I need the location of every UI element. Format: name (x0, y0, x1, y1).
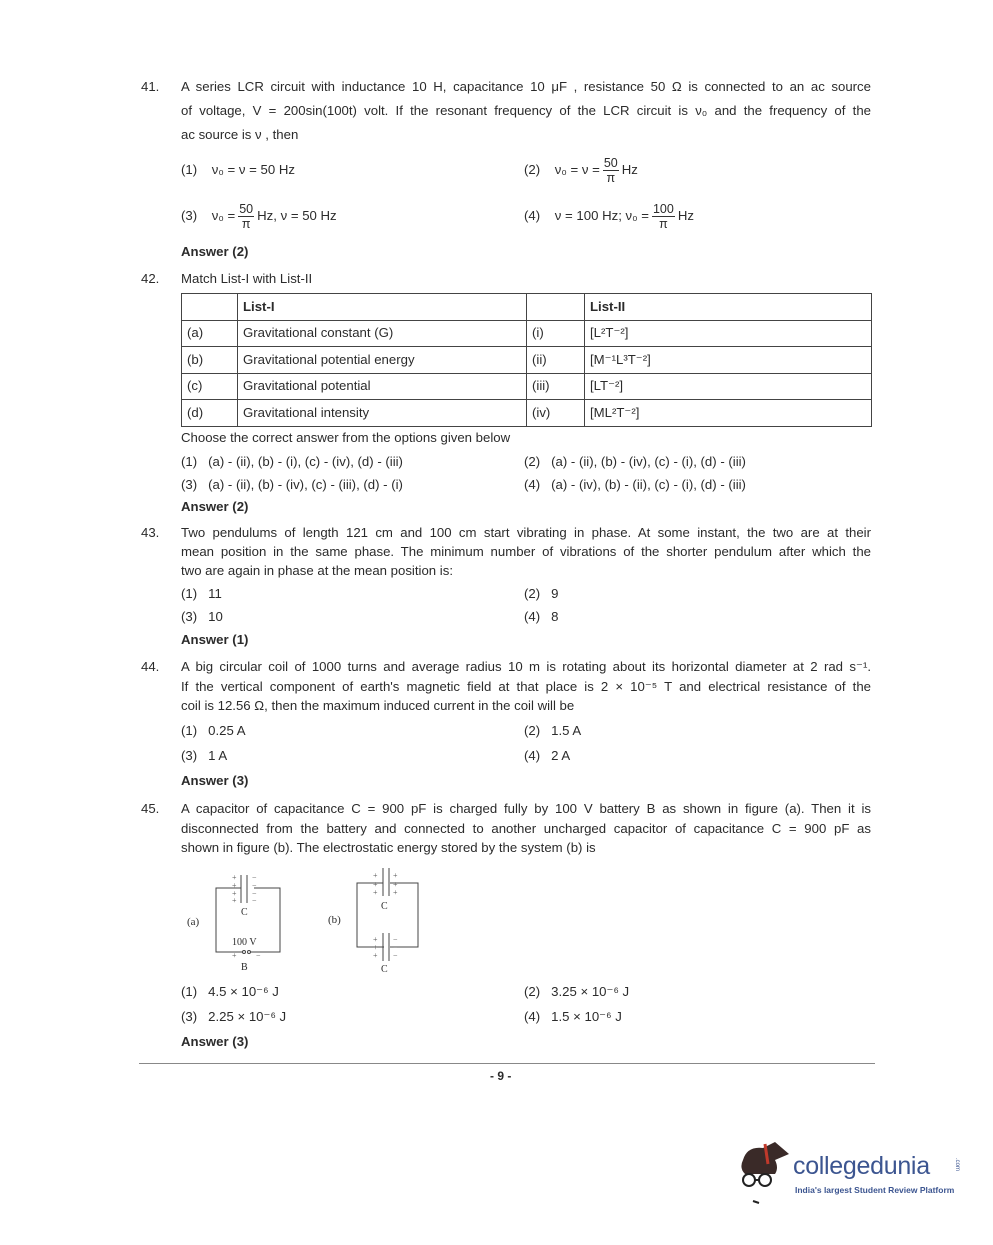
svg-text:−: − (252, 889, 257, 898)
option-1 (181, 723, 246, 739)
svg-text:+: + (373, 871, 378, 880)
table-row (182, 373, 872, 400)
question-text: A series LCR circuit with inductance 10 H, capacitance 10 μF , resistance 50 Ω is connected to an ac source (181, 79, 871, 94)
option-text: ν₀ = (211, 208, 236, 223)
option-2 (524, 586, 558, 602)
option-text: ν₀ = ν = (554, 162, 600, 177)
mascot-icon (735, 1138, 793, 1206)
table-cell: (iii) (527, 373, 585, 400)
svg-text:+: + (373, 951, 378, 960)
option-text: (a) - (ii), (b) - (iv), (c) - (iii), (d) - (i) (208, 477, 403, 492)
option-text: 10 (208, 609, 223, 624)
option-text: (a) - (ii), (b) - (i), (c) - (iv), (d) - (iii) (208, 454, 403, 469)
option-label: (1) (181, 586, 198, 601)
option-2 (524, 723, 581, 739)
option-4 (524, 748, 570, 764)
option-label: (2) (524, 984, 541, 999)
option-label: (2) (524, 586, 541, 601)
answer: Answer (2) (181, 244, 249, 259)
collegedunia-logo (735, 1138, 965, 1208)
table-header (182, 294, 872, 321)
option-text: 1.5 A (551, 723, 582, 738)
option-label: (3) (181, 477, 198, 492)
table-row (182, 347, 872, 374)
table-cell: Gravitational intensity (238, 400, 527, 427)
option-label: (4) (524, 208, 541, 223)
svg-text:+: + (232, 881, 237, 890)
table-cell: (c) (182, 373, 238, 400)
question-text: If the vertical component of earth's magnetic field at that place is 2 × 10⁻⁵ T and electrical resistance of the (181, 679, 871, 694)
svg-text:−: − (252, 896, 257, 905)
table-cell (527, 294, 585, 321)
svg-text:+: + (232, 896, 237, 905)
question-text: of voltage, V = 200sin(100t) volt. If the resonant frequency of the LCR circuit is ν₀ and the frequency of the (181, 103, 871, 118)
svg-text:+: + (373, 888, 378, 897)
option-text: 4.5 × 10⁻⁶ J (208, 984, 279, 999)
option-label: (2) (524, 454, 541, 469)
battery-label: B (241, 962, 248, 973)
option-label: (2) (524, 723, 541, 738)
question-text: disconnected from the battery and connected to another uncharged capacitor of capacitance C = 900 pF as (181, 821, 871, 836)
question-number: 44. (141, 659, 160, 674)
option-text: 2 A (551, 748, 571, 763)
answer: Answer (3) (181, 773, 249, 788)
option-text: 9 (551, 586, 559, 601)
figure-b-label: (b) (328, 914, 341, 926)
option-4 (524, 1009, 622, 1025)
option-text: ν = 100 Hz; ν₀ = (554, 208, 649, 223)
option-label: (3) (181, 208, 198, 223)
circuit-figure (170, 860, 440, 980)
numerator: 50 (603, 156, 618, 171)
table-cell: (i) (527, 320, 585, 347)
question-number: 43. (141, 525, 160, 540)
question-text: Two pendulums of length 121 cm and 100 cm start vibrating in phase. At some instant, the two are at their (181, 525, 871, 540)
column-header: List-II (585, 294, 872, 321)
table-cell: (d) (182, 400, 238, 427)
table-cell: [LT⁻²] (585, 373, 872, 400)
option-4 (524, 609, 558, 625)
svg-text:+: + (393, 888, 398, 897)
option-2 (524, 454, 746, 470)
numerator: 50 (239, 202, 254, 217)
question-number: 41. (141, 79, 160, 94)
question-text: A big circular coil of 1000 turns and average radius 10 m is rotating about its horizontal diameter at 2 rad s⁻¹. (181, 659, 871, 674)
option-label: (3) (181, 1009, 198, 1024)
answer: Answer (1) (181, 632, 249, 647)
svg-text:+: + (232, 873, 237, 882)
option-3 (181, 748, 227, 764)
answer: Answer (2) (181, 499, 249, 514)
capacitor-label: C (381, 964, 388, 975)
option-label: (4) (524, 1009, 541, 1024)
option-2 (524, 154, 638, 186)
option-1 (181, 586, 222, 602)
option-unit: Hz (677, 208, 694, 223)
question-text: Match List-I with List-II (181, 271, 313, 286)
option-text: (a) - (iv), (b) - (ii), (c) - (i), (d) - (iii) (551, 477, 746, 492)
logo-com: .com (954, 1158, 960, 1172)
question-text: ac source is ν , then (181, 127, 299, 142)
question-text: A capacitor of capacitance C = 900 pF is charged fully by 100 V battery B as shown in figure (a). Then it is (181, 801, 871, 816)
logo-tagline: India's largest Student Review Platform (795, 1185, 955, 1195)
option-1 (181, 984, 279, 1000)
option-3 (181, 200, 337, 232)
svg-text:−: − (252, 881, 257, 890)
table-cell: Gravitational constant (G) (238, 320, 527, 347)
svg-text:+: + (393, 880, 398, 889)
option-label: (4) (524, 609, 541, 624)
table-cell (182, 294, 238, 321)
svg-text:−: − (393, 951, 398, 960)
option-label: (4) (524, 477, 541, 492)
answer: Answer (3) (181, 1034, 249, 1049)
numerator: 100 (652, 202, 674, 217)
table-cell: Gravitational potential (238, 373, 527, 400)
option-text: 8 (551, 609, 559, 624)
option-4 (524, 200, 694, 232)
option-unit: Hz (621, 162, 638, 177)
option-label: (1) (181, 454, 198, 469)
option-text: 0.25 A (208, 723, 246, 738)
denominator: π (241, 217, 251, 232)
denominator: π (606, 171, 616, 186)
question-text: shown in figure (b). The electrostatic energy stored by the system (b) is (181, 840, 596, 855)
table-cell: (iv) (527, 400, 585, 427)
svg-text:+: + (232, 951, 237, 960)
option-text: 3.25 × 10⁻⁶ J (551, 984, 630, 999)
svg-text:−: − (393, 943, 398, 952)
option-label: (3) (181, 748, 198, 763)
question-number: 45. (141, 801, 160, 816)
question-number: 42. (141, 271, 160, 286)
table-row (182, 320, 872, 347)
question-text: mean position in the same phase. The minimum number of vibrations of the shorter pendulum after which the (181, 544, 871, 559)
question-text: two are again in phase at the mean position is: (181, 563, 453, 578)
table-cell: [L²T⁻²] (585, 320, 872, 347)
option-text: 1.5 × 10⁻⁶ J (551, 1009, 622, 1024)
question-text: coil is 12.56 Ω, then the maximum induced current in the coil will be (181, 698, 575, 713)
table-cell: (a) (182, 320, 238, 347)
table-cell: Gravitational potential energy (238, 347, 527, 374)
svg-text:−: − (393, 935, 398, 944)
footer-divider (139, 1063, 875, 1064)
option-1 (181, 162, 295, 178)
denominator: π (659, 217, 668, 232)
svg-text:+: + (373, 943, 378, 952)
table-cell: [M⁻¹L³T⁻²] (585, 347, 872, 374)
option-3 (181, 609, 223, 625)
option-text: (a) - (ii), (b) - (iv), (c) - (i), (d) - (iii) (551, 454, 746, 469)
svg-text:−: − (252, 873, 257, 882)
svg-text:−: − (256, 951, 261, 960)
option-label: (1) (181, 723, 198, 738)
match-table (181, 293, 872, 427)
svg-text:+: + (232, 889, 237, 898)
capacitor-label: C (381, 901, 388, 912)
option-label: (1) (181, 162, 198, 177)
table-cell: (ii) (527, 347, 585, 374)
figure-a-label: (a) (187, 916, 200, 928)
fraction (238, 202, 254, 231)
svg-text:+: + (393, 871, 398, 880)
option-label: (1) (181, 984, 198, 999)
table-row (182, 400, 872, 427)
column-header: List-I (238, 294, 527, 321)
svg-text:+: + (373, 880, 378, 889)
option-2 (524, 984, 629, 1000)
table-cell: [ML²T⁻²] (585, 400, 872, 427)
option-text: 11 (208, 586, 222, 601)
table-cell: (b) (182, 347, 238, 374)
option-1 (181, 454, 403, 470)
fraction (652, 202, 675, 231)
option-label: (3) (181, 609, 198, 624)
logo-wordmark: collegedunia (793, 1152, 930, 1180)
option-label: (4) (524, 748, 541, 763)
page-number: - 9 - (490, 1069, 512, 1083)
instruction-text: Choose the correct answer from the options given below (181, 430, 511, 445)
option-text: 2.25 × 10⁻⁶ J (208, 1009, 287, 1024)
option-label: (2) (524, 162, 541, 177)
battery-voltage: 100 V (232, 937, 257, 948)
option-text: ν₀ = ν = 50 Hz (211, 162, 295, 177)
option-3 (181, 1009, 286, 1025)
svg-text:+: + (373, 935, 378, 944)
option-4 (524, 477, 746, 493)
option-text: 1 A (208, 748, 228, 763)
option-text: Hz, ν = 50 Hz (257, 208, 337, 223)
option-3 (181, 477, 403, 493)
capacitor-label: C (241, 907, 248, 918)
fraction (603, 156, 619, 185)
